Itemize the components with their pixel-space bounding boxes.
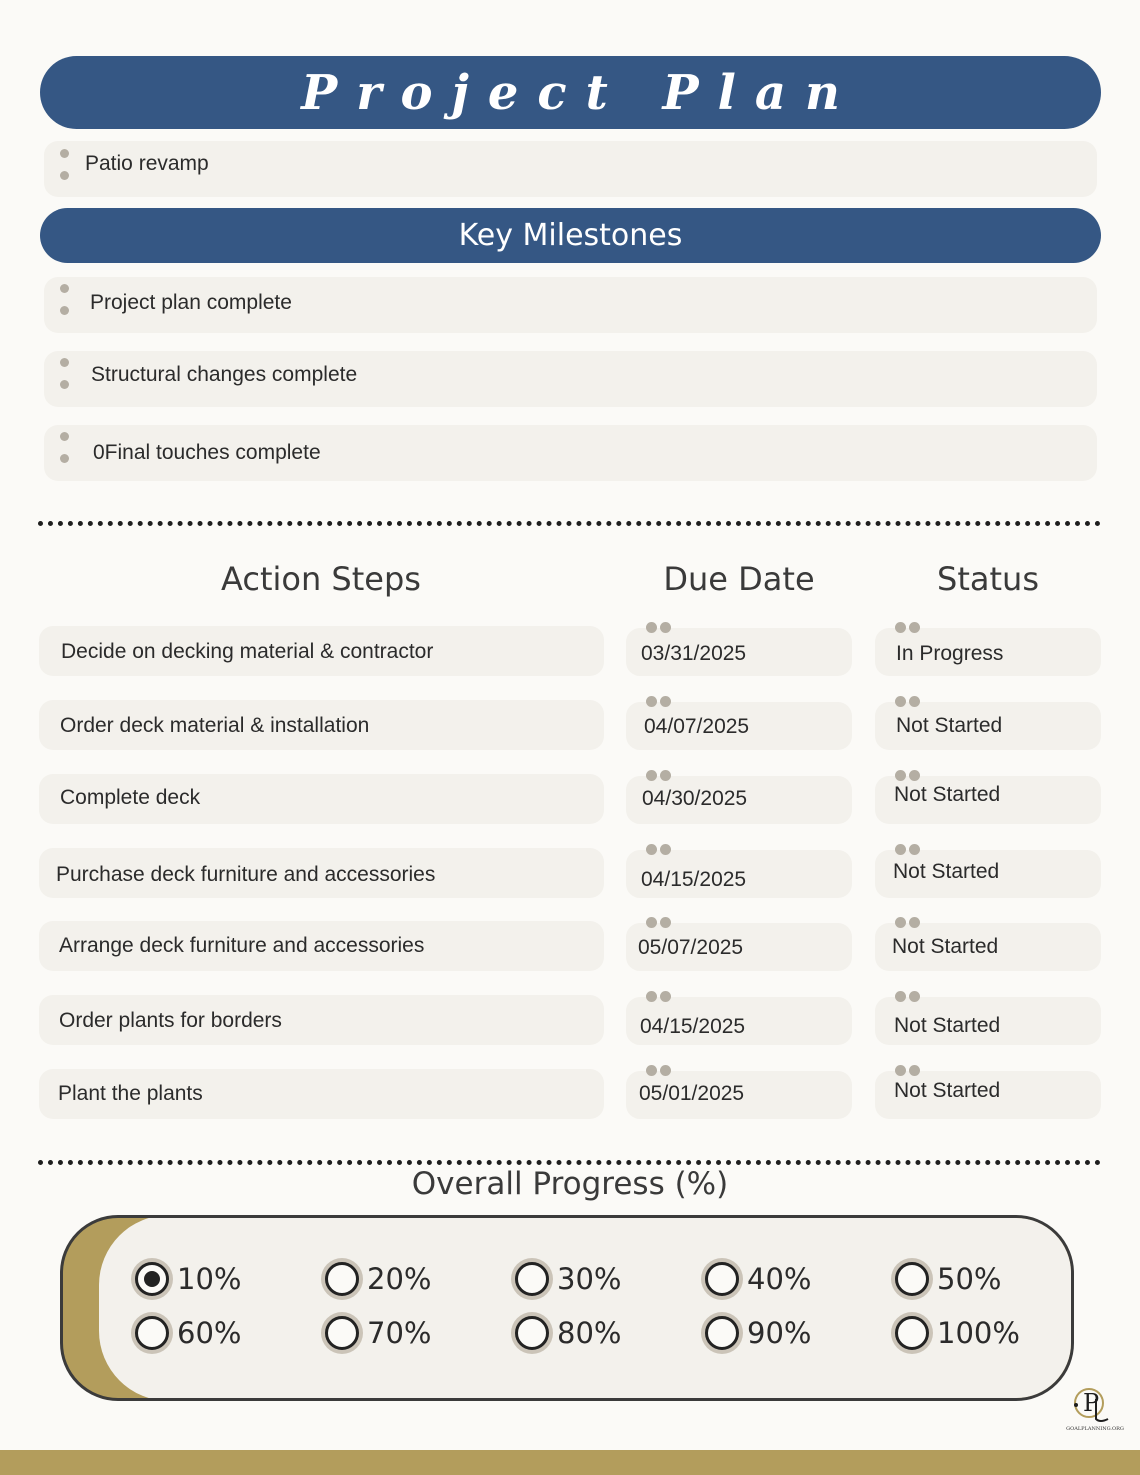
progress-option-20[interactable]	[325, 1262, 431, 1296]
due-date-field[interactable]	[626, 923, 852, 971]
status-text: Not Started	[896, 714, 1003, 737]
action-step-text: Purchase deck furniture and accessories	[56, 863, 436, 886]
page-title: Project Plan	[301, 64, 859, 121]
status-text: Not Started	[894, 783, 1001, 806]
progress-option-label: 80%	[557, 1316, 622, 1350]
progress-option-80[interactable]	[515, 1316, 621, 1350]
radio-empty-icon[interactable]	[895, 1316, 929, 1350]
status-field[interactable]	[875, 923, 1101, 971]
due-date-text: 04/30/2025	[642, 787, 748, 810]
progress-option-label: 70%	[367, 1316, 432, 1350]
status-header: Status	[937, 560, 1039, 598]
goalplanning-logo-icon	[1062, 1375, 1128, 1441]
field-dots-icon	[895, 622, 925, 634]
divider	[38, 1160, 1101, 1165]
field-dots-icon	[646, 917, 676, 929]
field-dots-icon	[646, 770, 676, 782]
action-step-text: Arrange deck furniture and accessories	[59, 934, 425, 957]
action-step-text: Order deck material & installation	[60, 714, 370, 737]
progress-option-70[interactable]	[325, 1316, 431, 1350]
due-date-text: 04/15/2025	[640, 1015, 746, 1038]
field-dots-icon	[895, 991, 925, 1003]
progress-option-30[interactable]	[515, 1262, 621, 1296]
progress-title: Overall Progress (%)	[411, 1166, 729, 1202]
progress-option-label: 60%	[177, 1316, 242, 1350]
progress-option-label: 50%	[937, 1262, 1002, 1296]
due-date-text: 04/07/2025	[644, 715, 750, 738]
progress-panel	[60, 1215, 1074, 1401]
status-field[interactable]	[875, 850, 1101, 898]
progress-option-60[interactable]	[135, 1316, 241, 1350]
progress-option-label: 30%	[557, 1262, 622, 1296]
action-step-field[interactable]	[39, 774, 604, 824]
milestone-field-1[interactable]	[44, 277, 1097, 333]
progress-option-90[interactable]	[705, 1316, 811, 1350]
due-date-text: 03/31/2025	[641, 642, 747, 665]
action-step-field[interactable]	[39, 1069, 604, 1119]
due-date-field[interactable]	[626, 702, 852, 750]
radio-empty-icon[interactable]	[325, 1316, 359, 1350]
action-step-field[interactable]	[39, 848, 604, 898]
progress-panel-inner	[99, 1215, 1074, 1401]
milestones-title: Key Milestones	[458, 218, 683, 253]
field-dots-icon	[895, 696, 925, 708]
action-step-field[interactable]	[39, 995, 604, 1045]
radio-empty-icon[interactable]	[515, 1262, 549, 1296]
status-field[interactable]	[875, 702, 1101, 750]
due-date-text: 04/15/2025	[641, 868, 747, 891]
title-banner	[40, 56, 1101, 129]
field-dots-icon	[895, 770, 925, 782]
progress-option-label: 20%	[367, 1262, 432, 1296]
status-field[interactable]	[875, 628, 1101, 676]
action-step-text: Order plants for borders	[59, 1009, 282, 1032]
status-text: Not Started	[893, 860, 1000, 883]
progress-option-label: 100%	[937, 1316, 1020, 1350]
milestone-label: Project plan complete	[90, 291, 292, 314]
field-dots-icon	[646, 844, 676, 856]
status-field[interactable]	[875, 1071, 1101, 1119]
milestone-field-3[interactable]	[44, 425, 1097, 481]
action-step-field[interactable]	[39, 626, 604, 676]
field-dots-icon	[895, 844, 925, 856]
due-date-text: 05/01/2025	[639, 1082, 745, 1105]
milestones-banner	[40, 208, 1101, 263]
action-step-field[interactable]	[39, 921, 604, 971]
project-name-field[interactable]	[44, 141, 1097, 197]
milestone-field-2[interactable]	[44, 351, 1097, 407]
field-dots-icon	[646, 622, 676, 634]
status-text: Not Started	[892, 935, 999, 958]
field-dots-icon	[895, 917, 925, 929]
radio-empty-icon[interactable]	[135, 1316, 169, 1350]
progress-option-10[interactable]	[135, 1262, 241, 1296]
field-dots-icon	[895, 1065, 925, 1077]
progress-option-40[interactable]	[705, 1262, 811, 1296]
progress-option-100[interactable]	[895, 1316, 1020, 1350]
due-date-header: Due Date	[663, 560, 815, 598]
due-date-field[interactable]	[626, 1071, 852, 1119]
progress-option-label: 40%	[747, 1262, 812, 1296]
progress-option-label: 10%	[177, 1262, 242, 1296]
action-steps-header: Action Steps	[221, 560, 421, 598]
field-dots-icon	[646, 991, 676, 1003]
radio-empty-icon[interactable]	[515, 1316, 549, 1350]
footer-bar	[0, 1450, 1140, 1475]
status-field[interactable]	[875, 997, 1101, 1045]
radio-empty-icon[interactable]	[705, 1262, 739, 1296]
field-dots-icon	[646, 696, 676, 708]
action-step-text: Complete deck	[60, 786, 201, 809]
due-date-field[interactable]	[626, 628, 852, 676]
project-name: Patio revamp	[85, 152, 209, 175]
status-text: Not Started	[894, 1014, 1001, 1037]
action-step-field[interactable]	[39, 700, 604, 750]
action-step-text: Decide on decking material & contractor	[61, 640, 434, 663]
radio-empty-icon[interactable]	[705, 1316, 739, 1350]
due-date-field[interactable]	[626, 997, 852, 1045]
status-text: In Progress	[896, 642, 1004, 665]
divider	[38, 521, 1101, 526]
milestone-label: Structural changes complete	[91, 363, 358, 386]
milestone-label: 0Final touches complete	[93, 441, 321, 464]
field-dots-icon	[646, 1065, 676, 1077]
progress-option-label: 90%	[747, 1316, 812, 1350]
action-step-text: Plant the plants	[58, 1082, 203, 1105]
radio-empty-icon[interactable]	[325, 1262, 359, 1296]
status-field[interactable]	[875, 776, 1101, 824]
due-date-field[interactable]	[626, 850, 852, 898]
radio-empty-icon[interactable]	[895, 1262, 929, 1296]
radio-selected-icon[interactable]	[135, 1262, 169, 1296]
logo-text: GOALPLANNING.ORG	[1066, 1426, 1124, 1432]
svg-text:P: P	[1083, 1389, 1100, 1417]
progress-option-50[interactable]	[895, 1262, 1001, 1296]
due-date-text: 05/07/2025	[638, 936, 744, 959]
due-date-field[interactable]	[626, 776, 852, 824]
status-text: Not Started	[894, 1079, 1001, 1102]
